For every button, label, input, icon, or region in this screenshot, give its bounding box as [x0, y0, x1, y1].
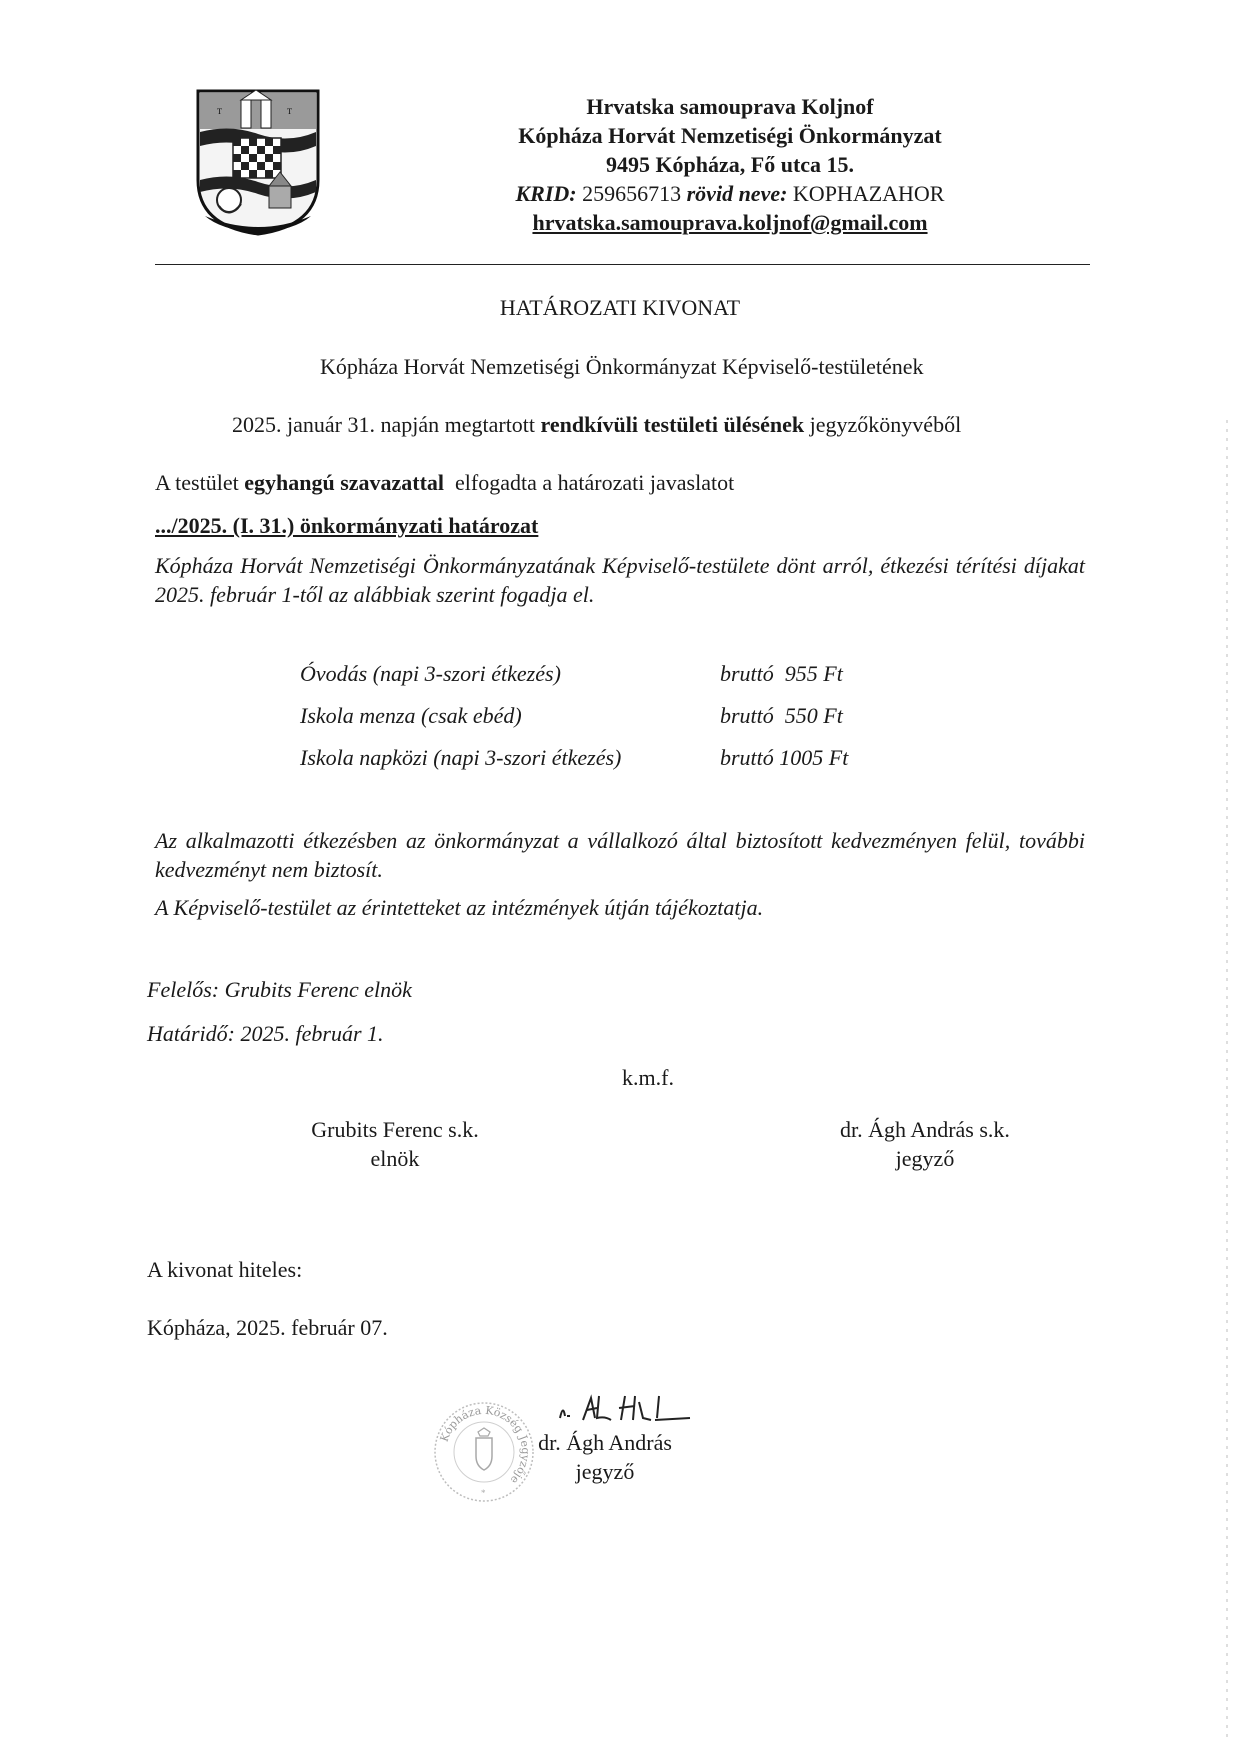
org-email-link[interactable]: hrvatska.samouprava.koljnof@gmail.com [532, 210, 928, 235]
svg-text:ᵀ: ᵀ [217, 107, 223, 122]
coat-of-arms-icon [195, 88, 321, 236]
decision-text: Kópháza Horvát Nemzetiségi Önkormányzatának Képviselő-testülete dönt arról, étkezési térítési díjakat 2025. február 1-től az alábbiak szerint fogadja el. [155, 553, 1085, 607]
accept-suffix: elfogadta a határozati javaslatot [444, 470, 735, 495]
svg-text:ᵀ: ᵀ [287, 107, 293, 122]
fee-price: bruttó 550 Ft [720, 703, 843, 728]
meeting-type: rendkívüli testületi ülésének [540, 412, 805, 437]
handwritten-signature-icon [555, 1390, 695, 1426]
fee-price: bruttó 955 Ft [720, 661, 843, 686]
header-divider [155, 264, 1090, 265]
certifier-title: jegyző [575, 1459, 635, 1484]
acceptance-line [155, 469, 734, 497]
document-title: HATÁROZATI KIVONAT [499, 295, 741, 320]
meeting-prefix: 2025. január 31. napján megtartott [232, 412, 541, 437]
svg-text:*: * [481, 1488, 486, 1498]
fee-price: bruttó 1005 Ft [720, 745, 849, 770]
org-name-croatian: Hrvatska samouprava Koljnof [586, 94, 874, 119]
inform-text: A Képviselő-testület az érintetteket az intézmények útján tájékoztatja. [155, 895, 764, 920]
organization-header [470, 92, 990, 237]
notary-title: jegyző [895, 1146, 955, 1171]
short-name-value: KOPHAZAHOR [787, 181, 945, 206]
meeting-line [232, 411, 961, 439]
notary-name: dr. Ágh András s.k. [840, 1117, 1010, 1142]
deadline: Határidő: 2025. február 1. [147, 1021, 384, 1046]
short-name-label: rövid neve: [686, 181, 788, 206]
fee-name: Óvodás (napi 3-szori étkezés) [300, 661, 561, 686]
vote-type: egyhangú szavazattal [244, 470, 445, 495]
fee-name: Iskola menza (csak ebéd) [300, 703, 522, 728]
krid-value: 259656713 [576, 181, 687, 206]
certifier-block [525, 1428, 685, 1486]
svg-text:Kópháza Község Jegyzője: Kópháza Község Jegyzője [437, 1403, 533, 1487]
staff-meals-text: Az alkalmazotti étkezésben az önkormányzat a vállalkozó által biztosított kedvezményen felül, további kedvezményt nem biztosít. [155, 828, 1085, 882]
authentication-label: A kivonat hiteles: [147, 1257, 303, 1282]
scan-edge-artifact [1226, 420, 1228, 1740]
place-and-date: Kópháza, 2025. február 07. [147, 1315, 388, 1340]
resolution-number: .../2025. (I. 31.) önkormányzati határozat [155, 513, 539, 538]
accept-prefix: A testület [155, 470, 245, 495]
meeting-suffix: jegyzőkönyvéből [804, 412, 962, 437]
chair-name: Grubits Ferenc s.k. [311, 1117, 479, 1142]
responsible-person: Felelős: Grubits Ferenc elnök [147, 977, 412, 1002]
signature-block-notary [800, 1115, 1050, 1173]
chair-title: elnök [370, 1146, 420, 1171]
signature-block-chair [270, 1115, 520, 1173]
fee-name: Iskola napközi (napi 3-szori étkezés) [300, 745, 622, 770]
org-identifiers [470, 179, 990, 208]
official-stamp-icon [432, 1400, 536, 1504]
document-subtitle: Kópháza Horvát Nemzetiségi Önkormányzat Képviselő-testületének [320, 354, 924, 379]
org-name-hungarian: Kópháza Horvát Nemzetiségi Önkormányzat [518, 123, 942, 148]
krid-label: KRID: [515, 181, 577, 206]
kmf-mark: k.m.f. [622, 1065, 674, 1090]
certifier-name: dr. Ágh András [538, 1430, 672, 1455]
org-address: 9495 Kópháza, Fő utca 15. [605, 152, 855, 177]
